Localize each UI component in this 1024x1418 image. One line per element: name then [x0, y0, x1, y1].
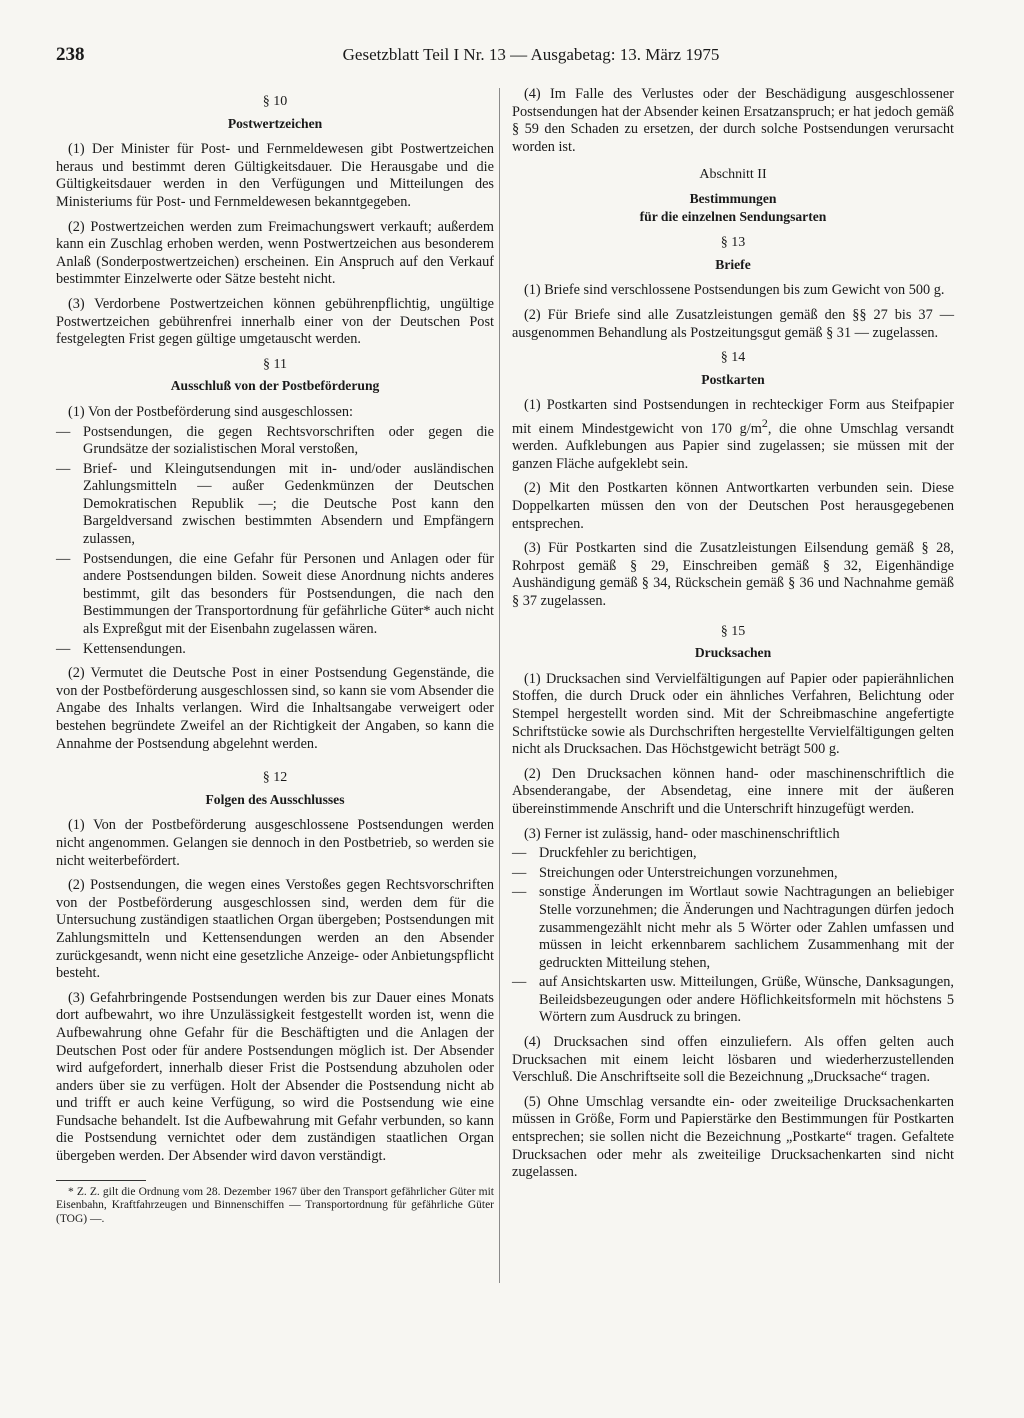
text-run: (1) Postkarten sind Postsendungen in rechteckiger Form aus Steifpapier mit einem Mindestgewicht von 170 g/m	[512, 397, 954, 437]
superscript: 2	[761, 415, 768, 430]
exclusion-list	[56, 424, 494, 659]
paragraph: (2) Vermutet die Deutsche Post in einer Postsendung Gegenstände, die von der Postbeförderung ausgeschlossen sind, so kann sie vom Absender die Angabe des Inhalts verlangen. Wird die Inhaltsangabe verweigert oder bestehen begründete Zweifel an der Richtigkeit der Angaben, so kann die Annahme der Postsendung abgelehnt werden.	[56, 665, 494, 752]
paragraph: (4) Im Falle des Verlustes oder der Beschädigung ausgeschlossener Postsendungen hat der Absender keinen Ersatzanspruch; er hat jedoch gemäß § 59 den Schaden zu ersetzen, der durch solche Postsendungen verursacht worden ist.	[512, 86, 954, 155]
paragraph: (2) Postsendungen, die wegen eines Verstoßes gegen Rechtsvorschriften von der Postbeförderung ausgeschlossen sind, werden dem für die Untersuchung zuständigen staatlichen Organ übergeben; Postsendungen mit Zahlungsmitteln und Kettensendungen werden an den Absender zurückgesandt, wenn nicht eine gesetzliche Anzeige- oder Anbietungspflicht besteht.	[56, 877, 494, 982]
list-item: — sonstige Änderungen im Wortlaut sowie Nachtragungen an beliebiger Stelle vorzunehmen; die Änderungen und Nachtragungen dürfen jedoch zusammengezählt nicht mehr als 5 Wörter oder Zahlen umfassen und müssen in leicht erkennbarem sachlichem Zusammenhang mit der gedruckten Mitteilung stehen,	[512, 884, 954, 972]
footnote: * Z. Z. gilt die Ordnung vom 28. Dezember 1967 über den Transport gefährlicher Güter mit Eisenbahn, Kraftfahrzeugen und Binnenschiffen — Transportordnung für gefährliche Güter (TOG) —.	[56, 1185, 494, 1225]
section-title: Postwertzeichen	[227, 115, 323, 131]
list-item: — Postsendungen, die eine Gefahr für Personen und Anlagen oder für andere Postsendungen bilden. Soweit diese Anordnung nichts anderes bestimmt, gilt das besonders für Postsendungen, die nach den Bestimmungen der Transportordnung für gefährliche Güter* auch nicht als Expreßgut mit der Eisenbahn zugelassen wären.	[56, 551, 494, 639]
footnote-divider	[56, 1180, 146, 1181]
paragraph: (3) Ferner ist zulässig, hand- oder maschinenschriftlich	[524, 825, 840, 842]
section-number: § 12	[262, 770, 288, 786]
paragraph: (1) Drucksachen sind Vervielfältigungen auf Papier oder papierähnlichen Stoffen, die durch Druck oder ein ähnliches Verfahren, Belichtung oder Stempel hergestellt worden sind. Mit der Schreibmaschine angefertigte Schriftstücke sowie als Durchschriften hergestellte Vervielfältigungen gelten nicht als Drucksachen. Das Höchstgewicht beträgt 500 g.	[512, 670, 954, 758]
paragraph	[512, 397, 954, 473]
list-item: — Postsendungen, die gegen Rechtsvorschriften oder gegen die Grundsätze der sozialistischen Moral verstoßen,	[56, 424, 494, 459]
section-number: § 10	[262, 94, 288, 109]
paragraph: (2) Mit den Postkarten können Antwortkarten verbunden sein. Diese Doppelkarten müssen den von der Deutschen Post herausgegebenen entsprechen.	[512, 480, 954, 532]
chapter-title-line-2: für die einzelnen Sendungsarten	[639, 208, 827, 224]
paragraph: (1) Der Minister für Post- und Fernmeldewesen gibt Postwertzeichen heraus und bestimmt deren Gültigkeitsdauer. Die Herausgabe und die Gültigkeitsdauer werden in den Verfügungen und Mitteilungen des Ministeriums für Post- und Fernmeldewesen bekanntgegeben.	[56, 141, 494, 210]
list-item: — Streichungen oder Unterstreichungen vorzunehmen,	[512, 865, 954, 883]
permission-list	[512, 845, 954, 1027]
section-title: Drucksachen	[694, 645, 772, 661]
chapter-number: Abschnitt II	[699, 167, 767, 183]
section-title: Briefe	[715, 256, 751, 272]
paragraph: (2) Den Drucksachen können hand- oder maschinenschriftlich die Absenderangabe, der Absendetag, eine innere mit der äußeren übereinstimmende Anschrift und die Unterschrift hinzugefügt werden.	[512, 765, 954, 817]
text-run: , die ohne Umschlag versandt werden. Aufklebungen aus Papier sind zugelassen; sie müssen mit der ganzen Fläche aufgeklebt sein.	[512, 420, 955, 472]
left-column	[56, 86, 494, 1226]
paragraph: (3) Gefahrbringende Postsendungen werden bis zur Dauer eines Monats dort aufbewahrt, wo ihre Unzulässigkeit festgestellt worden ist, wenn die Aufbewahrung ohne Gefahr für die Beschäftigten und die Anlagen der Deutschen Post oder für andere Postsendungen möglich ist. Der Absender wird aufgefordert, innerhalb dieser Frist die Postsendung abzuholen oder anders über sie zu verfügen. Holt der Absender die Postsendung nicht ab und trifft er auch keine Verfügung, so wird die Postsendung wie eine Fundsache behandelt. Ist die Aufbewahrung mit Gefahr verbunden, so kann die Postsendung vernichtet oder dem zuständigen staatlichen Organ übergeben werden. Der Absender wird davon verständigt.	[56, 989, 494, 1165]
section-number: § 14	[720, 350, 746, 366]
section-number: § 15	[720, 623, 746, 639]
list-item: — Kettensendungen.	[56, 641, 494, 659]
list-item: — Brief- und Kleingutsendungen mit in- und/oder ausländischen Zahlungsmitteln — außer Gedenkmünzen der Deutschen Demokratischen Republik —; die Deutsche Post kann den Bargeldversand zwischen bestimmten Absendern und Empfängern zulassen,	[56, 461, 494, 549]
paragraph: (3) Verdorbene Postwertzeichen können gebührenpflichtig, ungültige Postwertzeichen gebührenfrei innerhalb einer von der Deutschen Post festgelegten Frist gegen gültige umgetauscht werden.	[56, 295, 494, 348]
paragraph: (1) Von der Postbeförderung ausgeschlossene Postsendungen werden nicht angenommen. Gelangen sie dennoch in den Postbetrieb, so werden sie nicht weiterbefördert.	[56, 817, 494, 869]
paragraph: (3) Für Postkarten sind die Zusatzleistungen Eilsendung gemäß § 28, Rohrpost gemäß § 29, Einschreiben gemäß § 32, Eigenhändige Aushändigung gemäß § 34, Rückschein gemäß § 36 und Nachnahme gemäß § 37 zugelassen.	[512, 540, 954, 610]
list-item: — Druckfehler zu berichtigen,	[512, 845, 954, 863]
page-header	[56, 44, 966, 72]
paragraph: (2) Postwertzeichen werden zum Freimachungswert verkauft; außerdem kann ein Zuschlag erhoben werden, wenn Postwertzeichen aus besonderem Anlaß (Sonderpostwertzeichen) erscheinen. Ein Anspruch auf den Verkauf bestimmter Einzelwerte oder Sätze besteht nicht.	[56, 218, 494, 288]
section-title: Postkarten	[701, 371, 765, 387]
list-item: — auf Ansichtskarten usw. Mitteilungen, Grüße, Wünsche, Danksagungen, Beileidsbezeugungen oder andere Höflichkeitsformeln mit höchstens 5 Wörtern zum Ausdruck zu bringen.	[512, 974, 954, 1027]
paragraph: (1) Briefe sind verschlossene Postsendungen bis zum Gewicht von 500 g.	[524, 282, 945, 299]
paragraph: (5) Ohne Umschlag versandte ein- oder zweiteilige Drucksachenkarten müssen in Größe, Form und Papierstärke den Bestimmungen für Postkarten entsprechen; sie sollen nicht die Bezeichnung „Postkarte“ tragen. Gefaltete Drucksachen oder mehr als zweiteilige Drucksachenkarten sind nicht zugelassen.	[512, 1093, 954, 1181]
running-title: Gesetzblatt Teil I Nr. 13 — Ausgabetag: 13. März 1975	[342, 45, 720, 64]
section-number: § 11	[263, 356, 287, 372]
paragraph: (1) Von der Postbeförderung sind ausgeschlossen:	[68, 403, 353, 420]
column-divider	[499, 88, 500, 1283]
section-title: Folgen des Ausschlusses	[205, 791, 345, 807]
right-column	[512, 86, 954, 1189]
paragraph: (4) Drucksachen sind offen einzuliefern. Als offen gelten auch Drucksachen mit einem leicht lösbaren und wiederherzustellenden Verschluß. Die Anschriftseite soll die Bezeichnung „Drucksache“ tragen.	[512, 1034, 954, 1086]
page-number: 238	[56, 44, 85, 65]
section-title: Ausschluß von der Postbeförderung	[170, 378, 380, 394]
section-number: § 13	[720, 235, 746, 251]
paragraph: (2) Für Briefe sind alle Zusatzleistungen gemäß den §§ 27 bis 37 — ausgenommen Behandlung als Postzeitungsgut gemäß § 31 — zugelassen.	[512, 306, 954, 341]
chapter-title-line-1: Bestimmungen	[689, 190, 777, 206]
